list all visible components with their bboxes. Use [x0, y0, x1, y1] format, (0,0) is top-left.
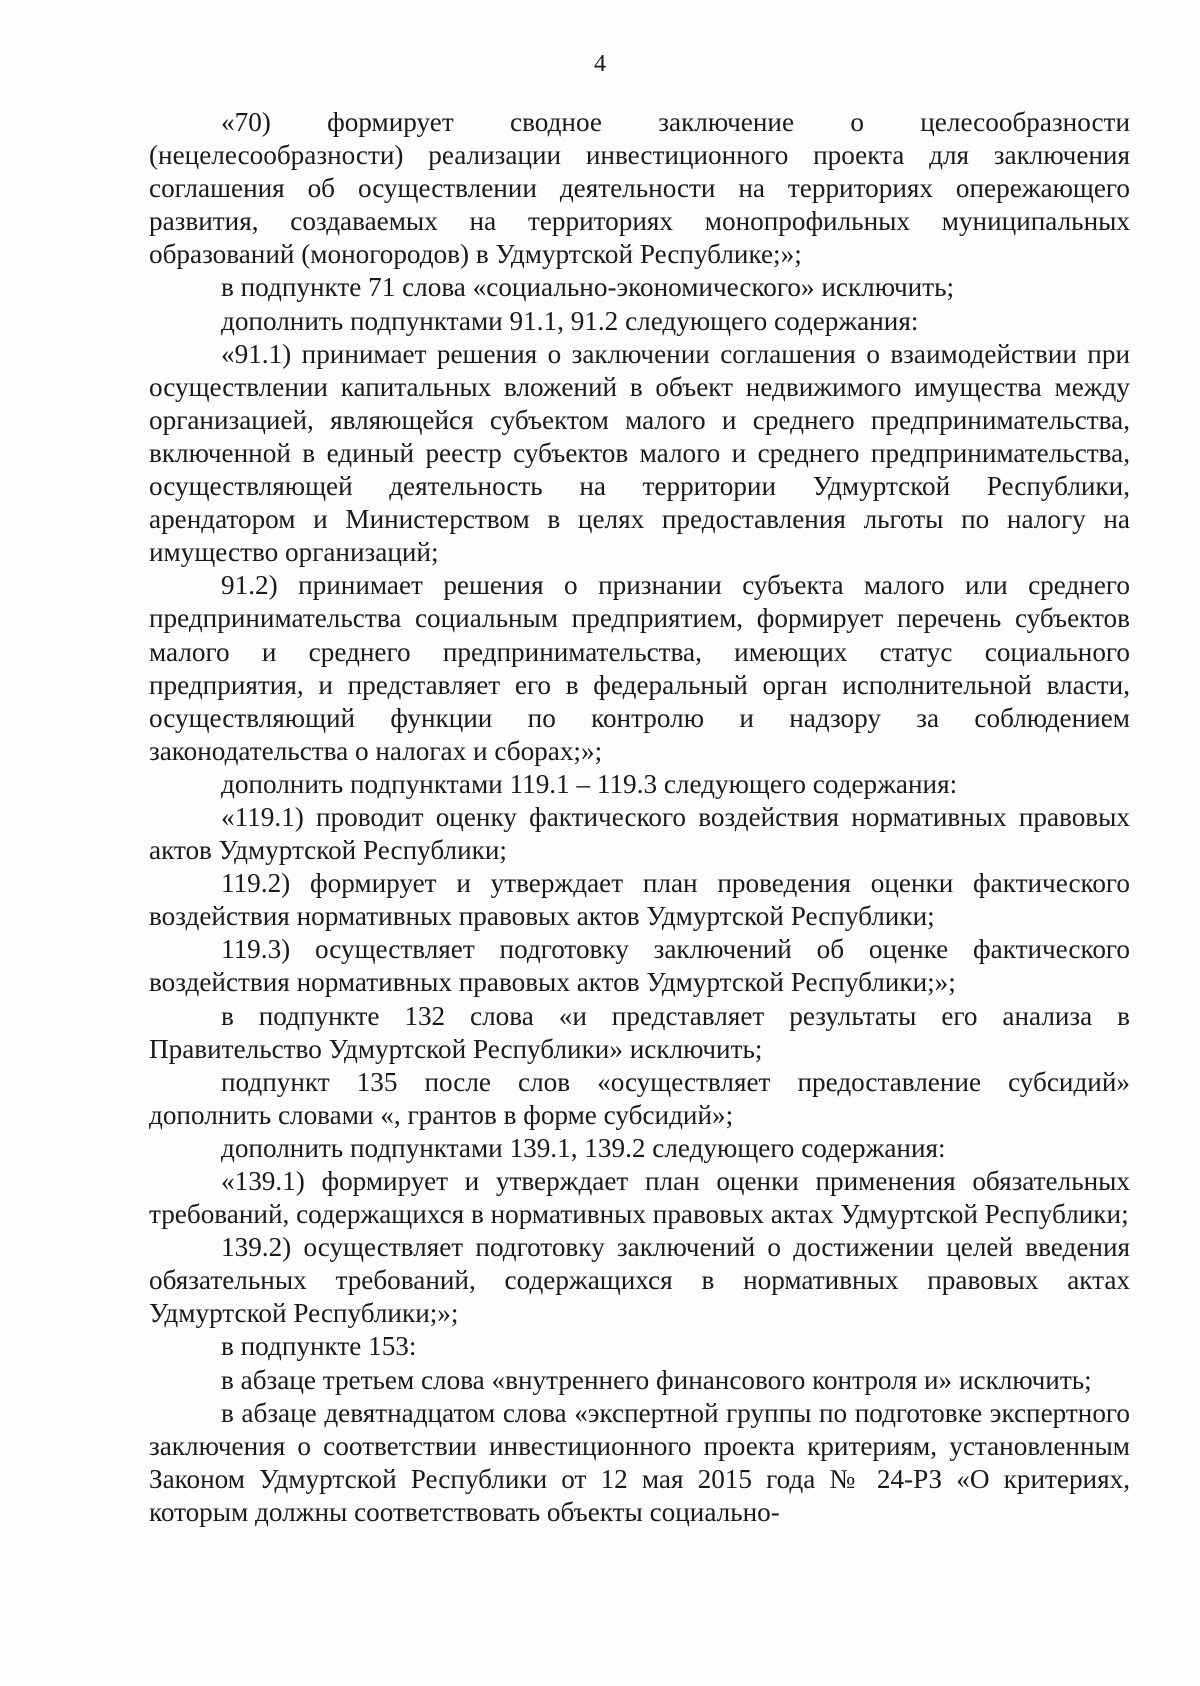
paragraph-item-153: в подпункте 153: [221, 1331, 417, 1362]
paragraph-add-91: дополнить подпунктами 91.1, 91.2 следующего содержания: [221, 305, 919, 336]
paragraph-item-139-1: «139.1) формирует и утверждает план оценки применения обязательных требований, содержащихся в нормативных правовых актах Удмуртской Республики; [149, 1166, 1130, 1230]
paragraph-item-119-3: 119.3) осуществляет подготовку заключений об оценке фактического воздействия нормативных правовых актов Удмуртской Республики;»; [149, 934, 1130, 998]
paragraph-item-139-2: 139.2) осуществляет подготовку заключений о достижении целей введения обязательных требований, содержащихся в нормативных правовых актах Удмуртской Республики;»; [149, 1232, 1130, 1329]
paragraph-item-153-abz-3: в абзаце третьем слова «внутреннего финансового контроля и» исключить; [221, 1364, 1092, 1395]
paragraph-item-70: «70) формирует сводное заключение о целесообразности (нецелесообразности) реализации инвестиционного проекта для заключения соглашения об осуществлении деятельности на территориях опережающего развития, создаваемых на территориях монопрофильных муниципальных образований (моногородов) в Удмуртской Республике;»; [149, 107, 1130, 270]
paragraph-item-119-1: «119.1) проводит оценку фактического воздействия нормативных правовых актов Удмуртской Республики; [149, 801, 1130, 866]
paragraph-item-91-2: 91.2) принимает решения о признании субъекта малого или среднего предпринимательства социальным предприятием, формирует перечень субъектов малого и среднего предпринимательства, имеющих статус социального предприятия, и представляет его в федеральный орган исполнительной власти, осуществляющий функции по контролю и надзору за соблюдением законодательства о налогах и сборах;»; [149, 570, 1130, 766]
paragraph-item-153-abz-19: в абзаце девятнадцатом слова «экспертной группы по подготовке экспертного заключения о соответствии инвестиционного проекта критериям, установленным Законом Удмуртской Республики от 12 мая 2015 года № 24-РЗ «О критериях, которым должны соответствовать объекты социально- [149, 1397, 1130, 1527]
paragraph-item-91-1: «91.1) принимает решения о заключении соглашения о взаимодействии при осуществлении капитальных вложений в объект недвижимого имущества между организацией, являющейся субъектом малого и среднего предпринимательства, включенной в единый реестр субъектов малого и среднего предпринимательства, осуществляющей деятельность на территории Удмуртской Республики, арендатором и Министерством в целях предоставления льготы по налогу на имущество организаций; [149, 338, 1130, 568]
paragraph-add-139: дополнить подпунктами 139.1, 139.2 следующего содержания: [221, 1132, 946, 1163]
paragraph-item-132: в подпункте 132 слова «и представляет результаты его анализа в Правительство Удмуртской Республики» исключить; [149, 1000, 1130, 1064]
page-number: 4 [594, 51, 606, 77]
paragraph-item-119-2: 119.2) формирует и утверждает план проведения оценки фактического воздействия нормативных правовых актов Удмуртской Республики; [149, 868, 1130, 932]
paragraph-item-71: в подпункте 71 слова «социально-экономического» исключить; [221, 272, 955, 303]
document-body [149, 106, 1130, 1529]
paragraph-add-119: дополнить подпунктами 119.1 – 119.3 следующего содержания: [221, 768, 958, 799]
paragraph-item-135: подпункт 135 после слов «осуществляет предоставление субсидий» дополнить словами «, грантов в форме субсидий»; [149, 1066, 1130, 1130]
